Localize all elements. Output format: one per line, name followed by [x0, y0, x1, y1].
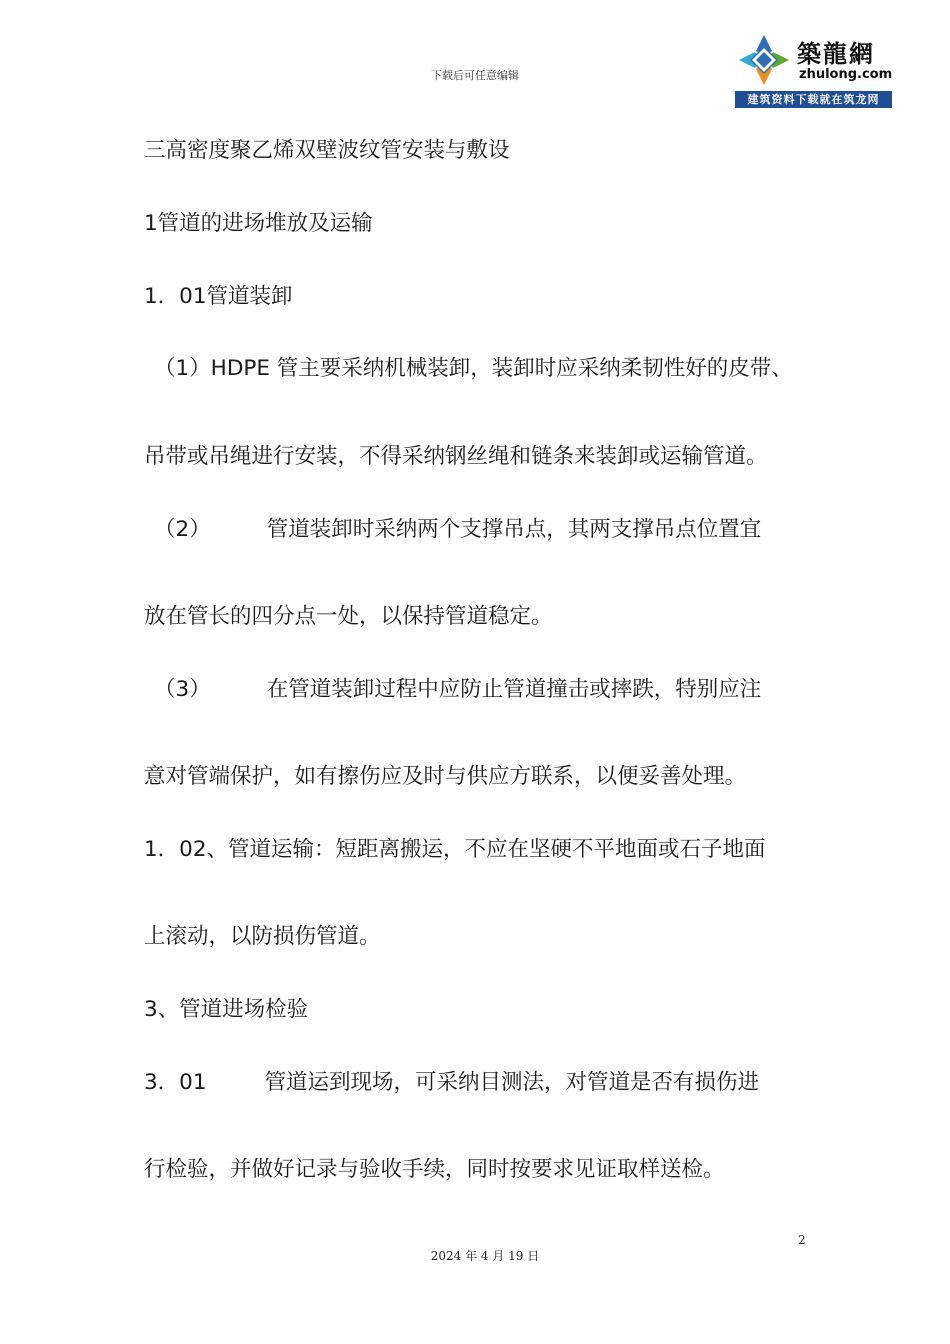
paragraph-line: 意对管端保护，如有擦伤应及时与供应方联系，以便妥善处理。 [144, 764, 747, 789]
item-label: （3） [154, 677, 211, 702]
paragraph-line: 吊带或吊绳进行安装，不得采纳钢丝绳和链条来装卸或运输管道。 [144, 444, 768, 469]
paragraph-line: 行检验，并做好记录与验收手续，同时按要求见证取样送检。 [144, 1157, 725, 1182]
paragraph-line: （1）HDPE 管主要采纳机械装卸，装卸时应采纳柔韧性好的皮带、 [154, 356, 793, 381]
section-title: 三高密度聚乙烯双壁波纹管安装与敷设 [144, 138, 510, 163]
item-label: （2） [154, 517, 211, 542]
footer-date: 2024 年 4 月 19 日 [430, 1249, 540, 1263]
logo-domain: zhulong.com [799, 67, 893, 82]
page-number: 2 [798, 1233, 806, 1247]
paragraph-line: 上滚动，以防损伤管道。 [144, 924, 381, 949]
paragraph-line: （2） 管道装卸时采纳两个支撑吊点，其两支撑吊点位置宜 [154, 517, 762, 542]
heading-inspection: 3、管道进场检验 [144, 997, 309, 1022]
zhulong-emblem-icon [737, 33, 791, 87]
heading-loading: 1．01管道装卸 [144, 284, 293, 309]
logo-tagline: 建筑资料下载就在筑龙网 [735, 91, 892, 108]
logo-name-cn: 築龍網 [797, 39, 875, 68]
paragraph-line: 1．02、管道运输：短距离搬运，不应在坚硬不平地面或石子地面 [144, 837, 766, 862]
paragraph-line: 3．01 管道运到现场，可采纳目测法，对管道是否有损伤进 [144, 1070, 760, 1095]
heading-transport: 1管道的进场堆放及运输 [144, 211, 373, 236]
zhulong-logo[interactable] [735, 31, 892, 108]
item-label: 3．01 [144, 1070, 207, 1095]
paragraph-line: （3） 在管道装卸过程中应防止管道撞击或摔跌，特别应注 [154, 677, 762, 702]
paragraph-line: 放在管长的四分点一处，以保持管道稳定。 [144, 604, 553, 629]
header-note: 下载后可任意编辑 [431, 69, 519, 82]
